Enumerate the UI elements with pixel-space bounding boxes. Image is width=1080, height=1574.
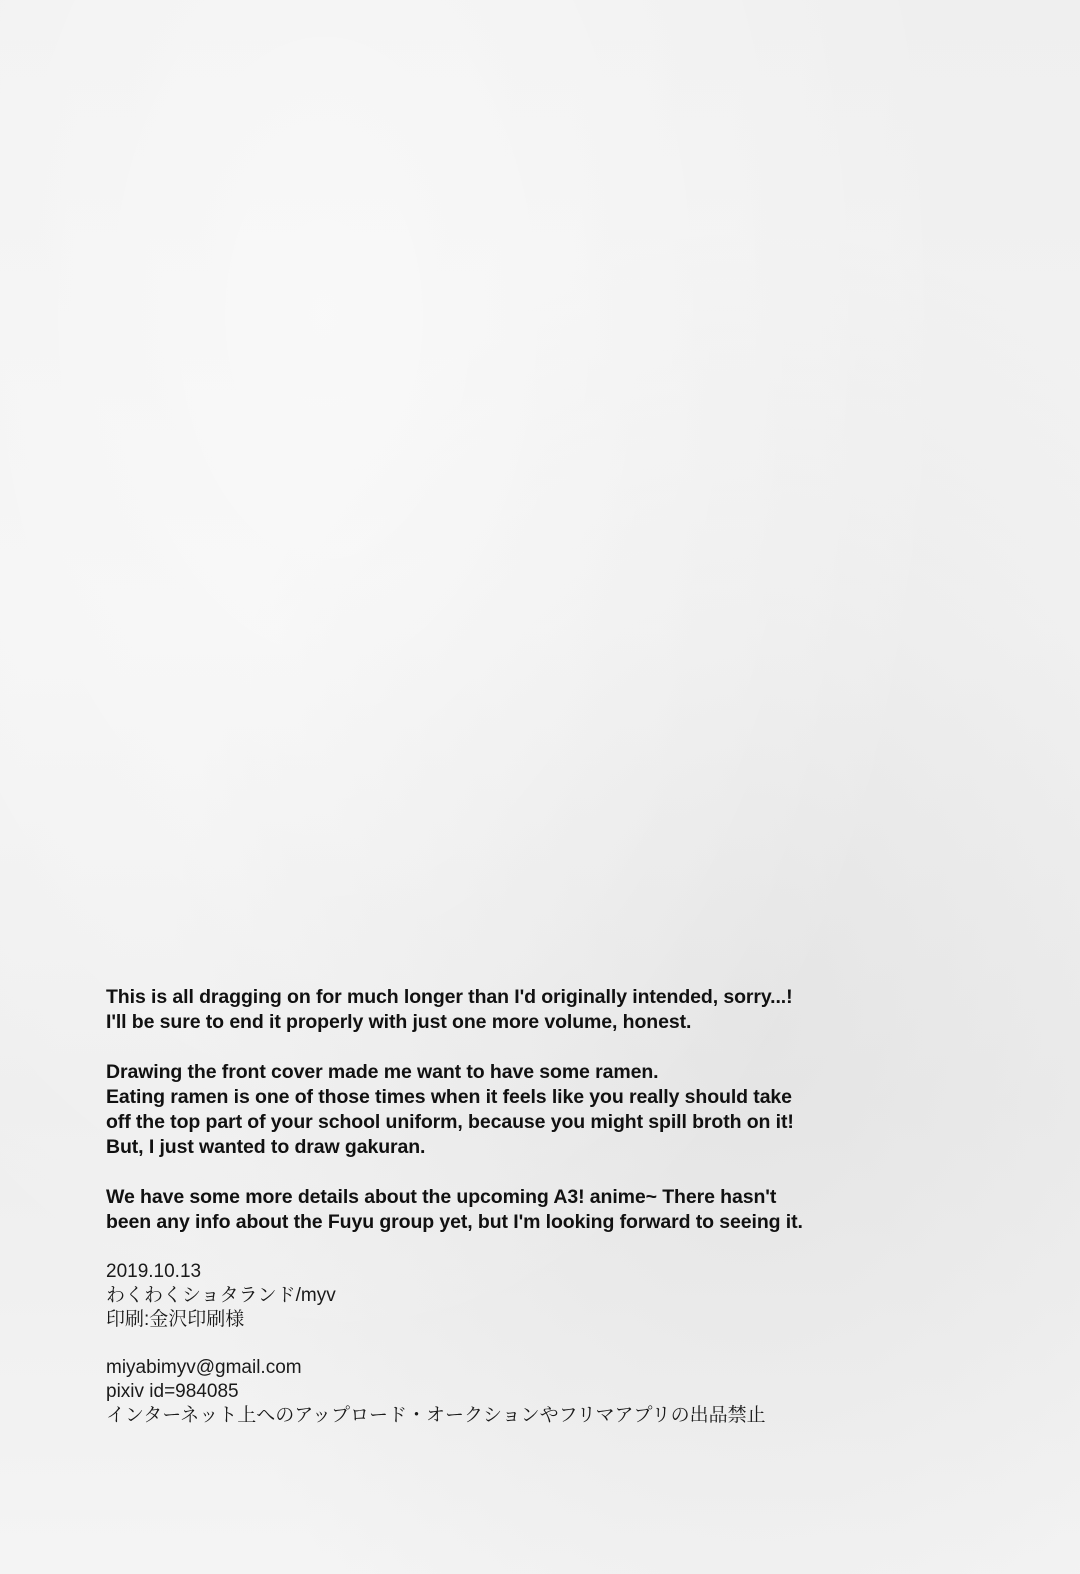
text-line: Drawing the front cover made me want to have some ramen.: [106, 1061, 659, 1083]
text-line: We have some more details about the upcoming A3! anime~ There hasn't: [106, 1186, 777, 1208]
text-line: This is all dragging on for much longer than I'd originally intended, sorry...!: [106, 986, 793, 1008]
afterword-text: [106, 985, 1056, 1428]
printer-credit: 印刷:金沢印刷様: [106, 1309, 245, 1330]
text-line: But, I just wanted to draw gakuran.: [106, 1136, 426, 1158]
contact-info: [106, 1356, 1056, 1428]
text-line: been any info about the Fuyu group yet, but I'm looking forward to seeing it.: [106, 1211, 803, 1233]
upload-prohibition-notice: インターネット上へのアップロード・オークションやフリマアプリの出品禁止: [106, 1405, 766, 1426]
text-line: off the top part of your school uniform, because you might spill broth on it!: [106, 1111, 794, 1133]
email-address: miyabimyv@gmail.com: [106, 1357, 302, 1378]
afterword-paragraph-2: [106, 1060, 1056, 1160]
colophon: [106, 1260, 1056, 1332]
text-line: Eating ramen is one of those times when it feels like you really should take: [106, 1086, 792, 1108]
afterword-paragraph-1: [106, 985, 1056, 1035]
afterword-paragraph-3: [106, 1185, 1056, 1235]
text-line: I'll be sure to end it properly with just one more volume, honest.: [106, 1011, 692, 1033]
circle-name: わくわくショタランド/myv: [106, 1285, 336, 1306]
publication-date: 2019.10.13: [106, 1261, 202, 1282]
pixiv-id: pixiv id=984085: [106, 1381, 239, 1402]
